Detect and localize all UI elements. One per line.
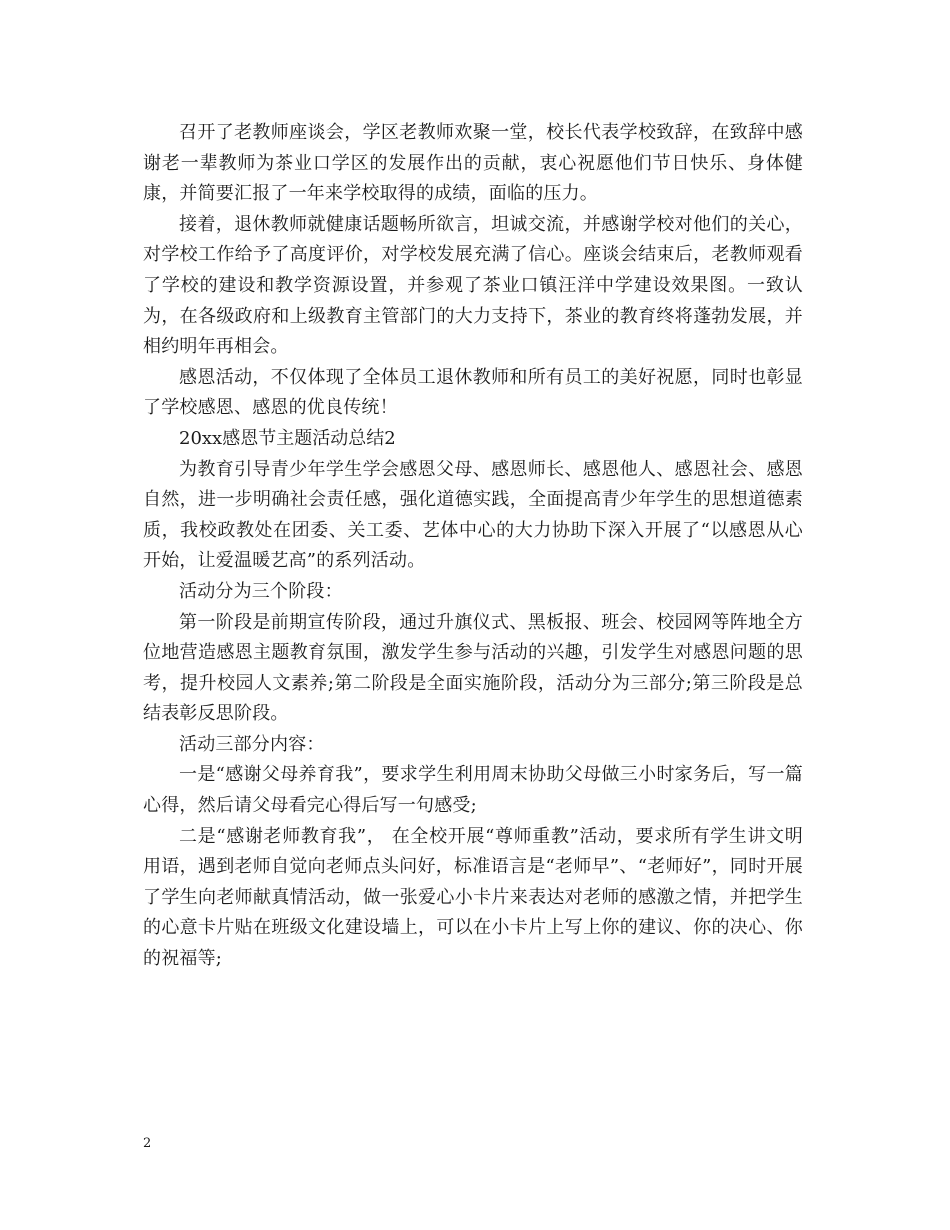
paragraph-teachers-discussion: 接着，退休教师就健康话题畅所欲言，坦诚交流，并感谢学校对他们的关心，对学校工作给予了高度评价，对学校发展充满了信心。座谈会结束后，老教师观看了学校的建设和教学资源设置，并参观了茶业口镇汪洋中学建设效果图。一致认为，在各级政府和上级教育主管部门的大力支持下，茶业的教育终将蓬勃发展，并相约明年再相会。 — [143, 213, 803, 358]
paragraph-part-one: 一是“感谢父母养育我”，要求学生利用周末协助父母做三小时家务后，写一篇心得，然后请父母看完心得后写一句感受; — [143, 764, 803, 817]
paragraph-gratitude-tradition: 感恩活动，不仅体现了全体员工退休教师和所有员工的美好祝愿，同时也彰显了学校感恩、感恩的优良传统！ — [143, 366, 803, 419]
paragraph-part-two: 二是“感谢老师教育我”， 在全校开展“尊师重教”活动，要求所有学生讲文明用语，遇到老师自觉向老师点头问好，标准语言是“老师早”、“老师好”，同时开展了学生向老师献真情活动，做一张爱心小卡片来表达对老师的感激之情，并把学生的心意卡片贴在班级文化建设墙上，可以在小卡片上写上你的建议、你的决心、你的祝福等; — [143, 825, 803, 970]
paragraph-retired-teachers-meeting: 召开了老教师座谈会，学区老教师欢聚一堂，校长代表学校致辞，在致辞中感谢老一辈教师为茶业口学区的发展作出的贡献，衷心祝愿他们节日快乐、身体健康，并简要汇报了一年来学校取得的成绩，面临的压力。 — [143, 122, 803, 205]
section-heading: 20xx感恩节主题活动总结2 — [179, 427, 396, 449]
document-body — [143, 118, 803, 975]
paragraph-three-stages: 第一阶段是前期宣传阶段，通过升旗仪式、黑板报、班会、校园网等阵地全方位地营造感恩主题教育氛围，激发学生参与活动的兴趣，引发学生对感恩问题的思考，提升校园人文素养;第二阶段是全面实施阶段，活动分为三部分;第三阶段是总结表彰反思阶段。 — [143, 611, 803, 725]
page-number: 2 — [143, 1136, 152, 1151]
paragraph-three-parts-intro: 活动三部分内容： — [179, 733, 325, 755]
paragraph-activity-purpose: 为教育引导青少年学生学会感恩父母、感恩师长、感恩他人、感恩社会、感恩自然，进一步明确社会责任感，强化道德实践，全面提高青少年学生的思想道德素质，我校政教处在团委、关工委、艺体中心的大力协助下深入开展了“以感恩从心开始，让爱温暖艺高”的系列活动。 — [143, 458, 803, 572]
paragraph-three-stages-intro: 活动分为三个阶段： — [179, 580, 343, 602]
